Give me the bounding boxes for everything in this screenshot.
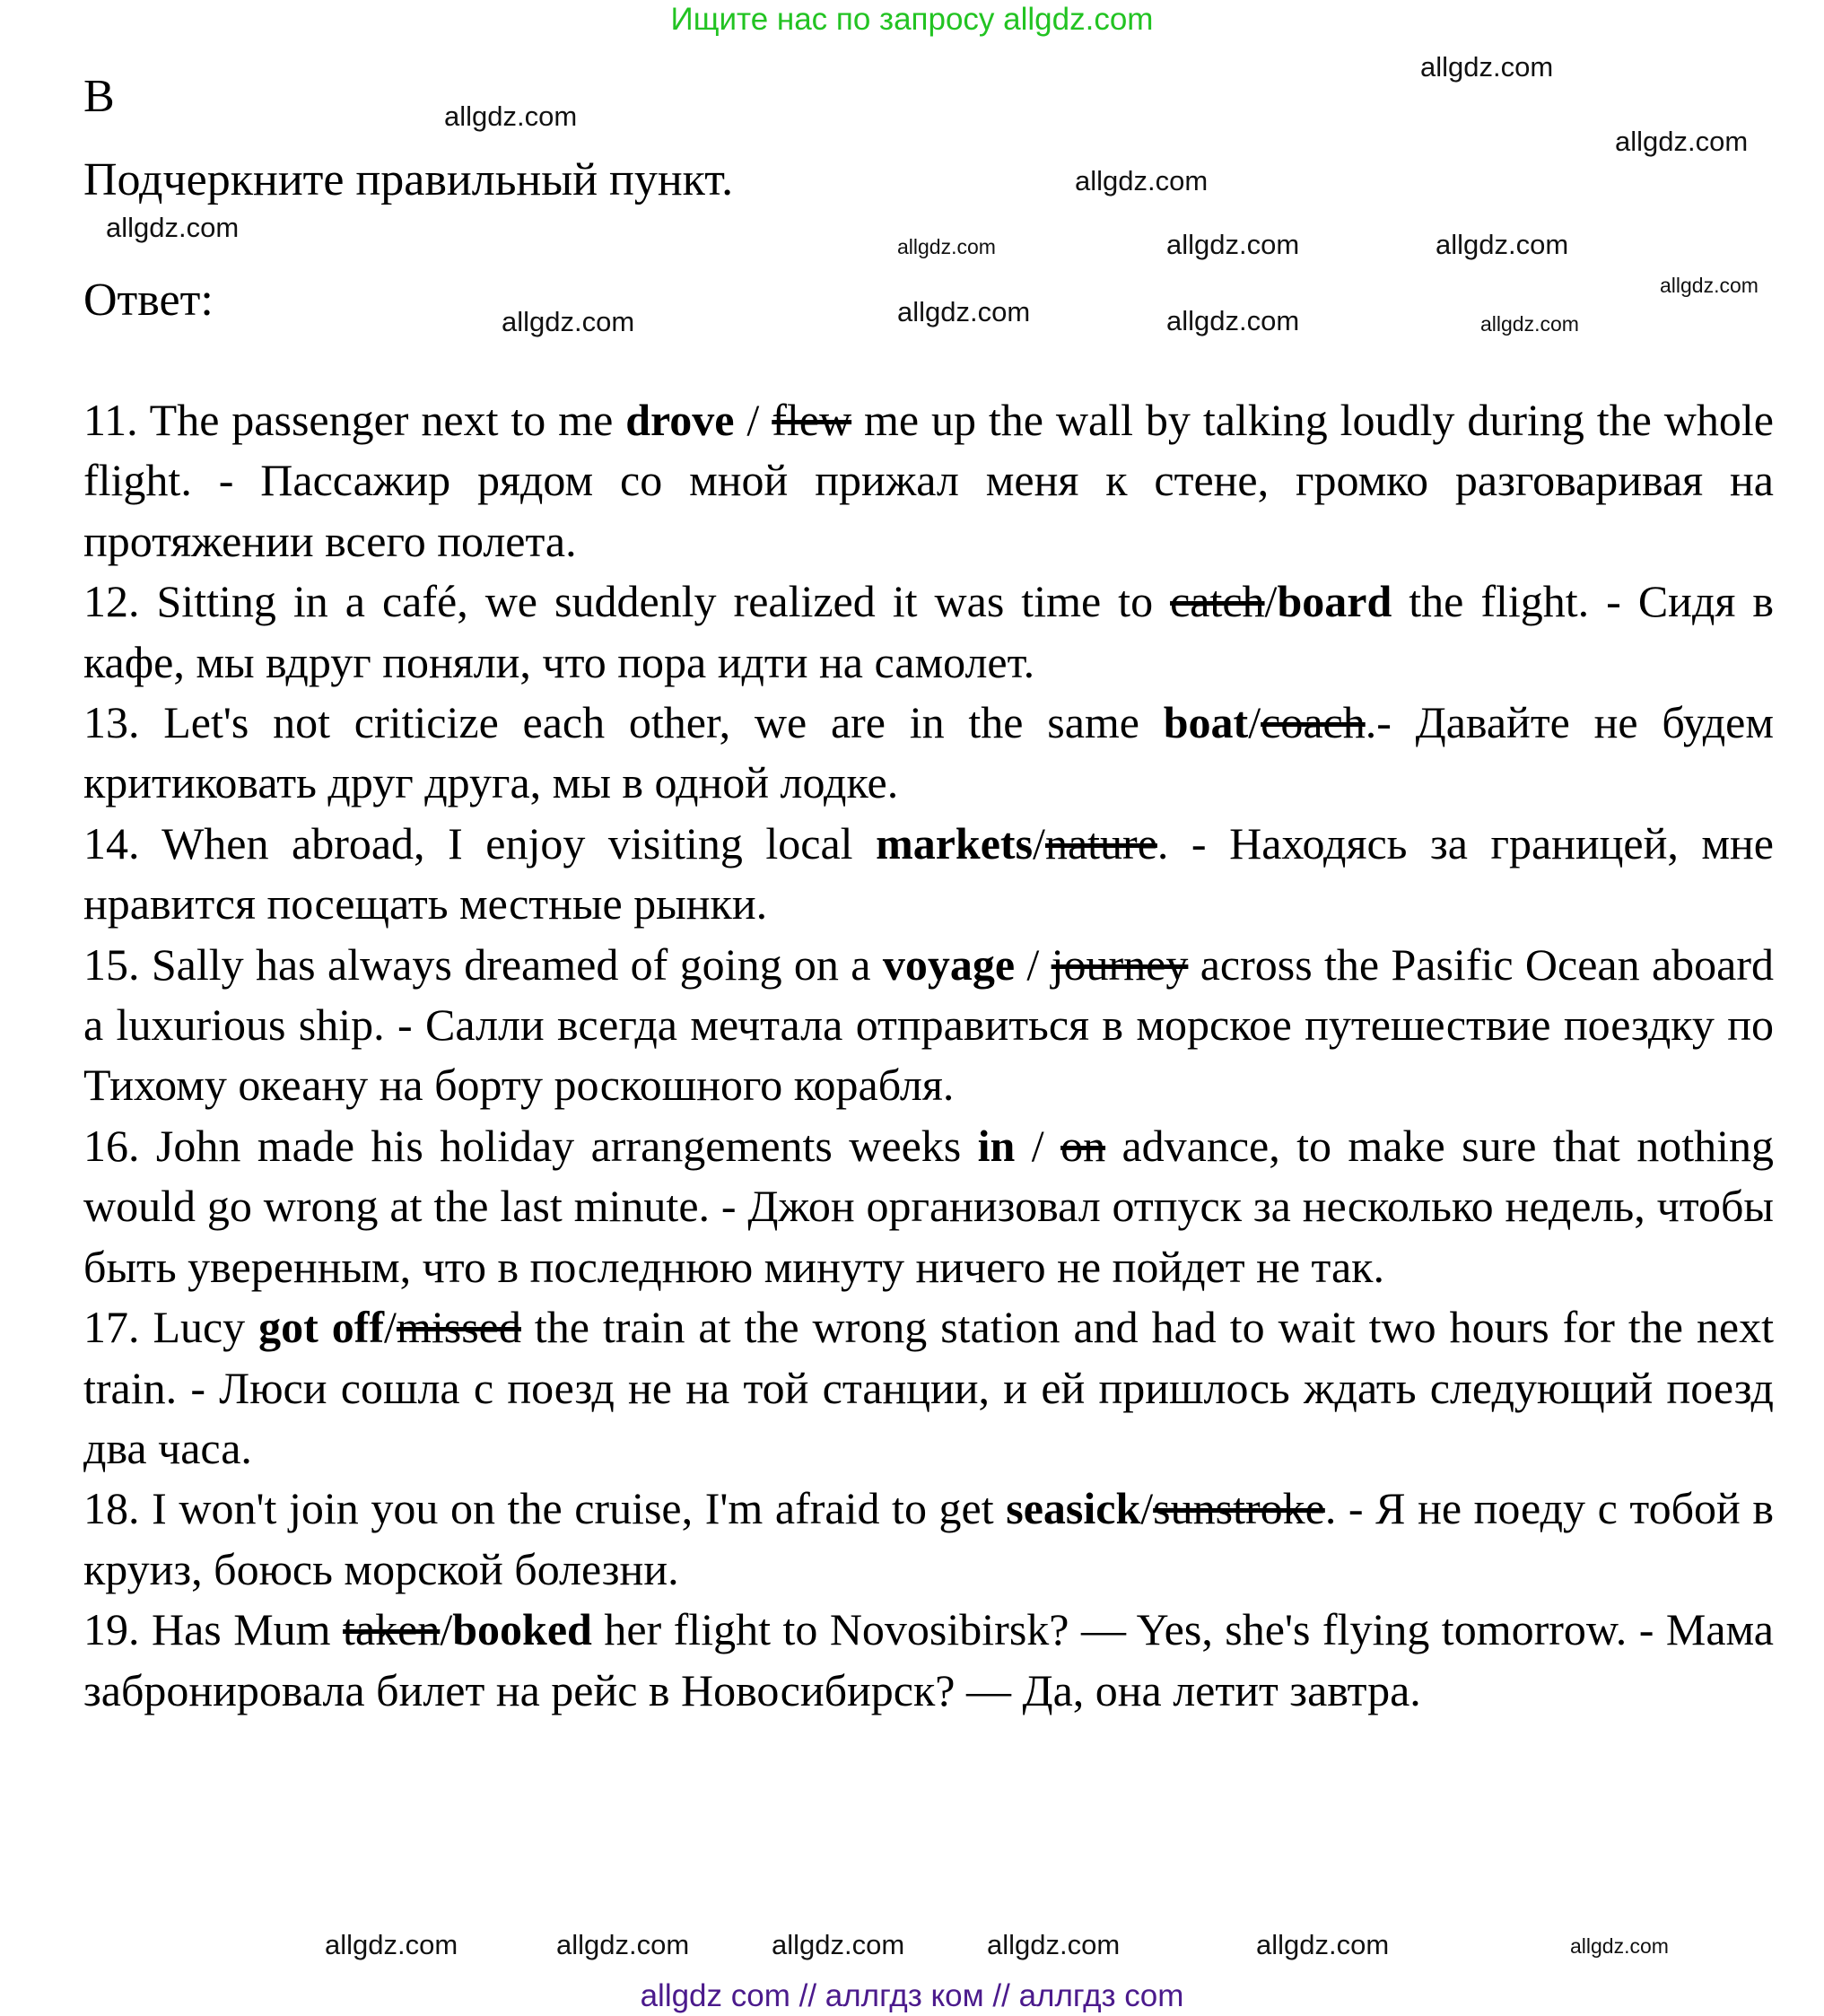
answer-text: / [1015, 1120, 1061, 1171]
watermark: allgdz.com [1480, 312, 1579, 336]
watermark: allgdz.com [1420, 51, 1554, 83]
answer-text: across the Pasific Ocean aboard a luxurious ship. - Салли всегда мечтала отправиться в морское путешествие поездку по Тихому океану на борту роскошного корабля. [83, 938, 1774, 1111]
footer-banner: allgdz com // аллгдз ком // аллгдз com [640, 1978, 1184, 2013]
struck-option: missed [396, 1302, 521, 1353]
correct-option: markets [876, 817, 1034, 868]
correct-option: seasick [1006, 1483, 1141, 1534]
watermark: allgdz.com [502, 306, 635, 337]
answer-text: / [734, 395, 772, 445]
watermark: allgdz.com [987, 1929, 1121, 1960]
answer-label: Ответ: [83, 275, 214, 326]
watermark: allgdz.com [1256, 1929, 1390, 1960]
correct-option: in [977, 1120, 1016, 1171]
answer-text: the train at the wrong station and had to wait two hours for the next train. - Люси сошла с поезд не на той станции, и ей пришлось ждать следующий поезд два часа. [83, 1302, 1775, 1473]
answer-text: her flight to Novosibirsk? — Yes, she's flying tomorrow. - Мама забронировала билет на рейс в Новосибирск? — Да, она летит завтра. [83, 1604, 1774, 1715]
answer-text: / [384, 1302, 397, 1353]
watermark: allgdz.com [1166, 229, 1300, 260]
answer-item [83, 693, 1774, 814]
struck-option: nature [1044, 817, 1157, 868]
watermark: allgdz.com [325, 1929, 458, 1960]
answer-item [83, 390, 1774, 572]
correct-option: boat [1163, 697, 1249, 748]
instruction: Подчеркните правильный пункт. [83, 154, 734, 205]
answer-text: . - Я не поеду с тобой в круиз, боюсь морской болезни. [83, 1483, 1775, 1594]
answer-text: / [1015, 938, 1052, 990]
correct-option: got off [258, 1302, 385, 1353]
answer-text: / [440, 1604, 453, 1655]
answer-text: . - Находясь за границей, мне нравится посещать местные рынки. [83, 817, 1774, 929]
answer-text: 18. I won't join you on the cruise, I'm afraid to get [83, 1483, 1007, 1534]
answer-item [83, 572, 1774, 693]
watermark: allgdz.com [1615, 126, 1749, 157]
correct-option: drove [625, 395, 735, 445]
watermark: allgdz.com [772, 1929, 905, 1960]
answer-text: .- Давайте не будем критиковать друг друга, мы в одной лодке. [83, 697, 1774, 808]
answer-text: 15. Sally has always dreamed of going on a [83, 938, 883, 990]
struck-option: flew [772, 395, 852, 445]
answer-item [83, 1297, 1774, 1479]
watermark: allgdz.com [1570, 1934, 1669, 1958]
section-letter: B [83, 71, 115, 122]
correct-option: board [1277, 576, 1392, 627]
answer-text: / [1264, 576, 1278, 627]
watermark: allgdz.com [897, 235, 996, 258]
answer-text: 17. Lucy [83, 1302, 259, 1353]
answer-text: / [1248, 697, 1261, 748]
answer-text: 19. Has Mum [83, 1604, 344, 1655]
answer-item [83, 814, 1774, 935]
struck-option: sunstroke [1153, 1483, 1325, 1534]
answer-text: / [1033, 817, 1045, 868]
answer-list [83, 390, 1774, 1721]
answer-text: 14. When abroad, I enjoy visiting local [83, 817, 877, 868]
watermark: allgdz.com [1075, 165, 1209, 196]
answer-text: me up the wall by talking loudly during the whole flight. - Пассажир рядом со мной прижал меня к стене, громко разговаривая на протяжении всего полета. [83, 395, 1774, 566]
answer-text: 13. Let's not criticize each other, we are in the same [83, 697, 1164, 748]
struck-option: journey [1051, 938, 1189, 990]
answer-text: 16. John made his holiday arrangements weeks [83, 1120, 978, 1171]
watermark: allgdz.com [106, 212, 240, 243]
watermark: allgdz.com [897, 296, 1031, 327]
watermark: allgdz.com [1660, 274, 1759, 297]
header-banner: Ищите нас по запросу allgdz.com [670, 2, 1154, 37]
watermark: allgdz.com [444, 100, 578, 132]
answer-text: the flight. - Сидя в кафе, мы вдруг поняли, что пора идти на самолет. [83, 576, 1774, 687]
struck-option: coach [1261, 697, 1366, 748]
struck-option: on [1060, 1120, 1106, 1171]
answer-text: advance, to make sure that nothing would go wrong at the last minute. - Джон организовал отпуск за несколько недель, чтобы быть уверенным, что в последнюю минуту ничего не пойдет не так. [83, 1120, 1774, 1292]
watermark: allgdz.com [556, 1929, 690, 1960]
struck-option: catch [1170, 576, 1265, 627]
answer-item [83, 1116, 1774, 1297]
answer-item [83, 1479, 1774, 1600]
struck-option: taken [343, 1604, 441, 1655]
watermark: allgdz.com [1166, 305, 1300, 336]
watermark: allgdz.com [1436, 229, 1569, 260]
answer-item [83, 1600, 1774, 1721]
answer-item [83, 935, 1774, 1116]
correct-option: booked [452, 1604, 592, 1655]
correct-option: voyage [882, 938, 1016, 990]
answer-text: / [1140, 1483, 1154, 1534]
answer-text: 12. Sitting in a café, we suddenly realized it was time to [83, 576, 1171, 627]
answer-text: 11. The passenger next to me [83, 395, 626, 445]
